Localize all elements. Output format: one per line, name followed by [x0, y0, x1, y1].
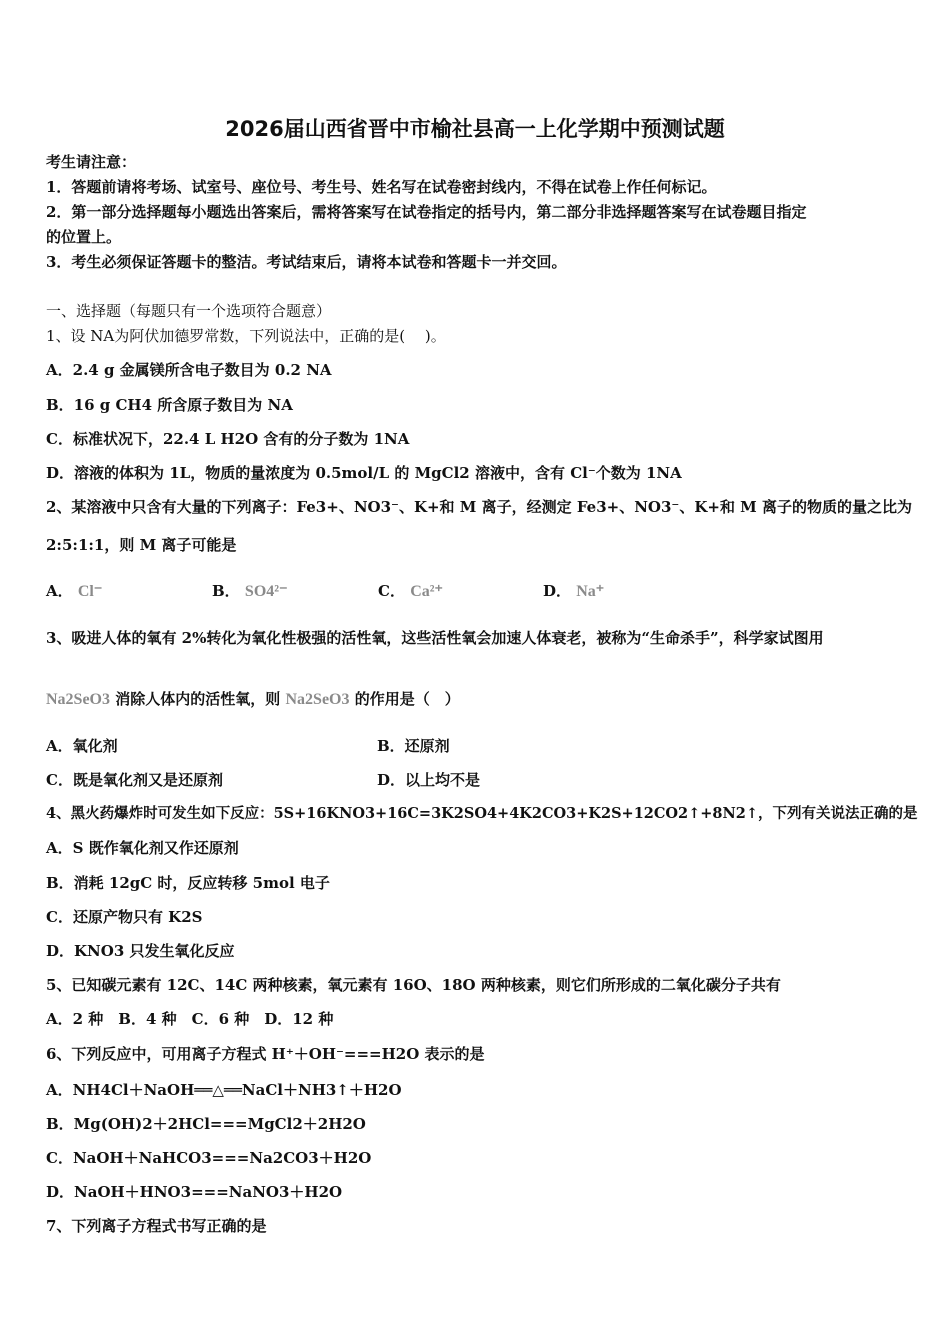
question-3-stem: 3、吸进人体的氧有 2%转化为氧化性极强的活性氧，这些活性氧会加速人体衰老，被称为“生命杀手”，科学家试图用: [46, 629, 824, 647]
notice-item-3: 3．考生必须保证答题卡的整洁。考试结束后，请将本试卷和答题卡一并交回。: [46, 253, 567, 271]
option-label: A．: [46, 582, 73, 600]
question-2-option-d: [543, 581, 604, 602]
question-7-stem: 7、下列离子方程式书写正确的是: [46, 1217, 267, 1235]
question-1-option-d: D．溶液的体积为 1L，物质的量浓度为 0.5mol/L 的 MgCl2 溶液中，含有 Cl⁻个数为 1NA: [46, 464, 682, 482]
question-3-stem-cont: [46, 689, 460, 710]
question-2-option-a: [46, 581, 102, 602]
question-4-option-d: D．KNO3 只发生氧化反应: [46, 942, 235, 960]
option-formula: Ca²⁺: [410, 583, 443, 600]
question-3-option-a: A．氧化剂: [46, 737, 118, 755]
question-3-option-c: C．既是氧化剂又是还原剂: [46, 771, 223, 789]
question-2-option-b: [212, 581, 288, 602]
formula-image: Na2SeO3: [285, 691, 350, 708]
option-formula: Na⁺: [576, 583, 605, 600]
question-1-option-c: C．标准状况下，22.4 L H2O 含有的分子数为 1NA: [46, 430, 410, 448]
section-heading: 一、选择题（每题只有一个选项符合题意）: [46, 302, 332, 320]
question-5-stem: 5、已知碳元素有 12C、14C 两种核素，氧元素有 16O、18O 两种核素，则它们所形成的二氧化碳分子共有: [46, 976, 781, 994]
notice-item-1: 1．答题前请将考场、试室号、座位号、考生号、姓名写在试卷密封线内，不得在试卷上作任何标记。: [46, 178, 717, 196]
question-1-option-a: A．2.4 g 金属镁所含电子数目为 0.2 NA: [46, 361, 332, 379]
question-2-option-c: [378, 581, 443, 602]
question-5-options: A．2 种 B．4 种 C．6 种 D．12 种: [46, 1010, 334, 1028]
stem-text: 消除人体内的活性氧，则: [115, 690, 281, 708]
option-label: C．: [378, 582, 405, 600]
question-4-stem: 4、黑火药爆炸时可发生如下反应：5S+16KNO3+16C=3K2SO4+4K2CO3+K2S+12CO2↑+8N2↑，下列有关说法正确的是: [46, 805, 918, 822]
question-6-option-c: C．NaOH＋NaHCO3===Na2CO3＋H2O: [46, 1149, 372, 1167]
question-2-stem-cont: 2:5:1:1，则 M 离子可能是: [46, 536, 237, 554]
option-label: B．: [212, 582, 240, 600]
question-4-option-c: C．还原产物只有 K2S: [46, 908, 203, 926]
question-6-stem: 6、下列反应中，可用离子方程式 H⁺＋OH⁻===H2O 表示的是: [46, 1045, 485, 1063]
notice-item-2: 2．第一部分选择题每小题选出答案后，需将答案写在试卷指定的括号内，第二部分非选择题答案写在试卷题目指定: [46, 203, 807, 221]
option-formula: SO4²⁻: [244, 583, 288, 600]
page-title: 2026届山西省晋中市榆社县高一上化学期中预测试题: [225, 117, 725, 141]
question-4-option-b: B．消耗 12gC 时，反应转移 5mol 电子: [46, 874, 330, 892]
question-1-stem: 1、设 NA为阿伏加德罗常数，下列说法中，正确的是( )。: [46, 327, 446, 345]
question-6-option-b: B．Mg(OH)2＋2HCl===MgCl2＋2H2O: [46, 1115, 366, 1133]
question-3-option-d: D．以上均不是: [377, 771, 481, 789]
question-6-option-a: A．NH4Cl＋NaOH══△══NaCl＋NH3↑＋H2O: [46, 1081, 402, 1099]
notice-item-2-cont: 的位置上。: [46, 228, 122, 246]
notice-heading: 考生请注意：: [46, 153, 137, 171]
question-6-option-d: D．NaOH＋HNO3===NaNO3＋H2O: [46, 1183, 343, 1201]
question-2-stem: 2、某溶液中只含有大量的下列离子：Fe3+、NO3⁻、K+和 M 离子，经测定 Fe3+、NO3⁻、K+和 M 离子的物质的量之比为: [46, 498, 912, 516]
stem-text: 的作用是（ ）: [354, 690, 460, 708]
question-1-option-b: B．16 g CH4 所含原子数目为 NA: [46, 396, 293, 414]
question-4-option-a: A．S 既作氧化剂又作还原剂: [46, 839, 239, 857]
option-label: D．: [543, 582, 572, 600]
question-3-option-b: B．还原剂: [377, 737, 450, 755]
formula-image: Na2SeO3: [46, 691, 110, 708]
option-formula: Cl⁻: [77, 583, 103, 600]
